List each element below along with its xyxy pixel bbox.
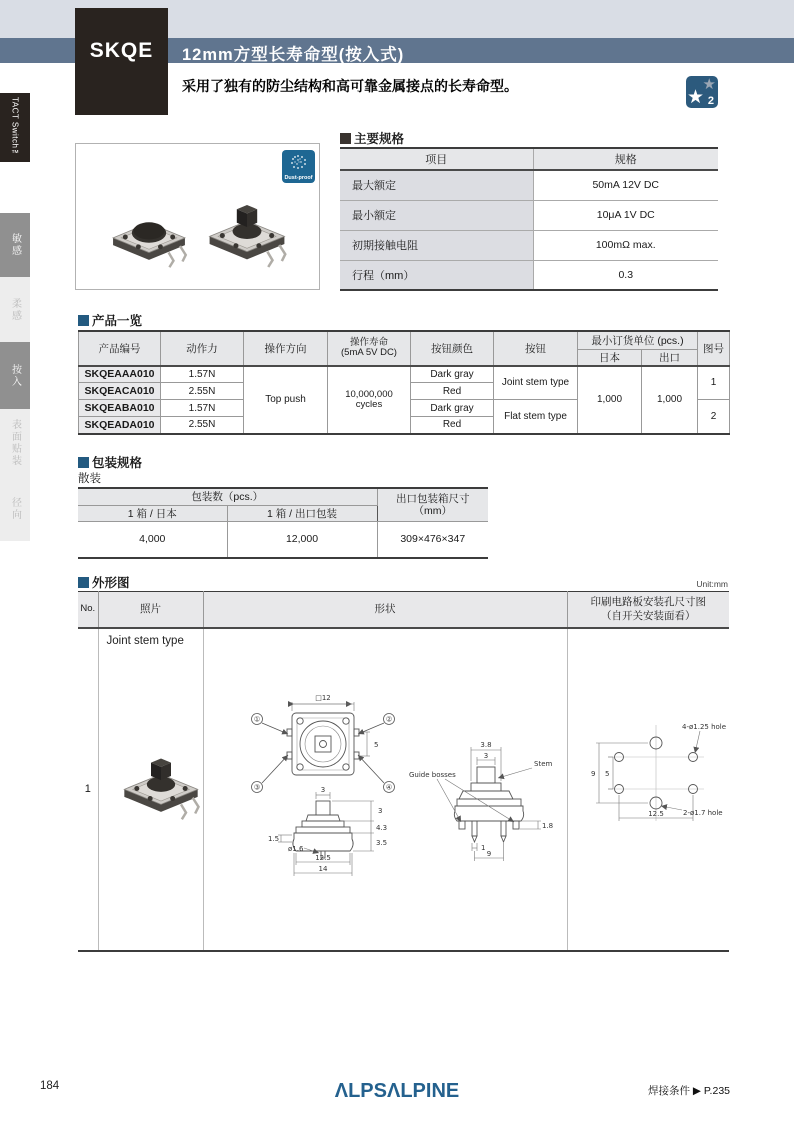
dim-label: 12.5 (314, 853, 331, 862)
dim-label: 1.5 (267, 834, 279, 843)
specs-heading: 主要规格 (340, 129, 404, 147)
sidebar-tab-radial: 径向 (0, 476, 30, 541)
dust-proof-badge (282, 150, 315, 183)
section-marker (78, 315, 89, 326)
part-number: SKQEAAA010 (79, 366, 161, 383)
section-marker (78, 457, 89, 468)
button-color: Dark gray (411, 366, 494, 383)
dim-label: Guide bosses (408, 770, 456, 779)
col-export: 出口 (642, 349, 698, 366)
table-row (78, 521, 488, 558)
products-table (78, 330, 729, 435)
product-photo-panel (75, 143, 320, 290)
switch-photo-flat (100, 198, 198, 276)
force-value: 1.57N (161, 400, 244, 417)
button-color: Dark gray (411, 400, 494, 417)
pack-japan-value: 4,000 (78, 521, 227, 558)
outline-photo-cell (98, 628, 203, 951)
min-order-japan: 1,000 (578, 366, 642, 434)
dim-label: 3 (377, 806, 382, 815)
page-subtitle: 采用了独有的防尘结构和高可靠金属接点的长寿命型。 (182, 78, 518, 94)
terminal-marker: ① (253, 715, 260, 723)
fig-number: 1 (698, 366, 730, 400)
col-pcb: 印刷电路板安装孔尺寸图 （自开关安装面看） (567, 592, 729, 628)
specs-col-item: 项目 (340, 148, 533, 170)
part-number: SKQEADA010 (79, 417, 161, 434)
outline-pcb-cell (567, 628, 729, 951)
section-marker (340, 133, 351, 144)
page-number: 184 (40, 1080, 60, 1092)
terminal-marker: ③ (253, 783, 260, 791)
table-row (340, 230, 718, 260)
pack-size-value: 309×476×347 (377, 521, 488, 558)
dim-label: 1.8 (541, 821, 553, 830)
dim-label: 3.8 (479, 740, 492, 749)
stem-type-label: Joint stem type (106, 634, 184, 647)
col-japan: 日本 (578, 349, 642, 366)
dim-label: 3 (320, 785, 325, 794)
unit-note: Unit:mm (696, 579, 728, 589)
spec-item: 最小额定 (340, 200, 533, 230)
star-icon: ★ (702, 76, 716, 93)
pcb-hole-diagram (582, 717, 730, 831)
min-order-export: 1,000 (642, 366, 698, 434)
sidebar-series-label: TACT Switch™ (0, 93, 30, 162)
packaging-subheading: 散装 (78, 473, 101, 485)
col-export-box: 1 箱 / 出口包装 (227, 505, 377, 521)
stem-type: Joint stem type (494, 366, 578, 400)
col-stem: 按钮 (494, 331, 578, 366)
force-value: 1.57N (161, 366, 244, 383)
products-heading: 产品一览 (78, 311, 142, 329)
stem-type: Flat stem type (494, 400, 578, 434)
packaging-heading: 包装规格 (78, 453, 142, 471)
life-value: 10,000,000 cycles (328, 366, 411, 434)
spec-value: 10μA 1V DC (533, 200, 718, 230)
col-export-box-size: 出口包装箱尺寸 （mm） (377, 488, 488, 521)
sidebar-tab-push-in: 按入 (0, 342, 30, 409)
fig-number: 2 (698, 400, 730, 434)
button-color: Red (411, 417, 494, 434)
col-no: No. (78, 592, 98, 628)
col-min-order: 最小订货单位 (pcs.) (578, 331, 698, 349)
outline-table (78, 591, 729, 952)
outline-no: 1 (84, 783, 91, 795)
spec-value: 50mA 12V DC (533, 170, 718, 200)
dim-label: 3.5 (375, 838, 387, 847)
dust-proof-label: Dust-proof (284, 175, 313, 181)
col-fig: 图号 (698, 331, 730, 366)
dim-label: Stem (533, 759, 552, 768)
terminal-marker: ④ (385, 783, 392, 791)
spec-item: 最大额定 (340, 170, 533, 200)
spec-value: 0.3 (533, 260, 718, 290)
outline-shape-cell (203, 628, 567, 951)
dim-label: □12 (314, 693, 331, 702)
dim-label: 9 (590, 769, 595, 778)
dim-label: 5 (373, 740, 378, 749)
page-title: 12mm方型长寿命型(按入式) (182, 46, 405, 64)
sidebar-tab-smd: 表面贴装 (0, 409, 30, 476)
dim-label: 3 (483, 751, 488, 760)
table-row (78, 628, 729, 951)
part-number: SKQEABA010 (79, 400, 161, 417)
col-force: 动作力 (161, 331, 244, 366)
dim-label: 5 (604, 769, 609, 778)
section-marker (78, 577, 89, 588)
outline-drawing-top-side (232, 689, 422, 881)
table-row (79, 366, 730, 383)
star-rating-value: 2 (707, 95, 714, 107)
sidebar-tab-soft-feel: 敏感 (0, 213, 30, 277)
soldering-reference: 焊接条件 ▶ P.235 (648, 1085, 730, 1097)
part-number: SKQEACA010 (79, 383, 161, 400)
spec-item: 行程（mm） (340, 260, 533, 290)
model-box (75, 8, 168, 115)
outline-heading: 外形图 (78, 573, 130, 591)
dim-label: 9 (486, 849, 491, 858)
spec-value: 100mΩ max. (533, 230, 718, 260)
col-japan-box: 1 箱 / 日本 (78, 505, 227, 521)
model-name: SKQE (89, 39, 154, 62)
button-color: Red (411, 383, 494, 400)
specs-col-spec: 规格 (533, 148, 718, 170)
col-life: 操作寿命 (5mA 5V DC) (328, 331, 411, 366)
dim-label: 4-ø1.25 hole (681, 722, 726, 731)
force-value: 2.55N (161, 383, 244, 400)
star-icon: ★ (687, 87, 705, 108)
brand-logo: ΛLPSΛLPINE (334, 1080, 460, 1102)
spec-item: 初期接触电阻 (340, 230, 533, 260)
dim-label: 1 (480, 843, 485, 852)
table-row (340, 260, 718, 290)
dim-label: ø1.6 (287, 844, 303, 853)
col-color: 按钮颜色 (411, 331, 494, 366)
col-direction: 操作方向 (244, 331, 328, 366)
dim-label: 12.5 (647, 809, 664, 818)
sidebar-tab-gentle-feel: 柔感 (0, 277, 30, 342)
star-rating-badge (686, 76, 718, 108)
force-value: 2.55N (161, 417, 244, 434)
col-shape: 形状 (203, 592, 567, 628)
switch-photo-joint (111, 744, 204, 828)
dim-label: 4.3 (375, 823, 387, 832)
col-part-no: 产品编号 (79, 331, 161, 366)
dim-label: 14 (318, 864, 327, 873)
terminal-marker: ② (385, 715, 392, 723)
switch-photo-joint (196, 192, 298, 274)
table-row (340, 200, 718, 230)
col-photo: 照片 (98, 592, 203, 628)
table-row (340, 170, 718, 200)
dust-pattern-icon (282, 150, 315, 174)
specs-table (340, 147, 718, 291)
dim-label: 2-ø1.7 hole (682, 808, 723, 817)
outline-drawing-stem (407, 737, 567, 865)
pack-export-value: 12,000 (227, 521, 377, 558)
direction-value: Top push (244, 366, 328, 434)
packaging-table (78, 487, 488, 559)
col-pack-count: 包装数（pcs.） (78, 488, 377, 505)
